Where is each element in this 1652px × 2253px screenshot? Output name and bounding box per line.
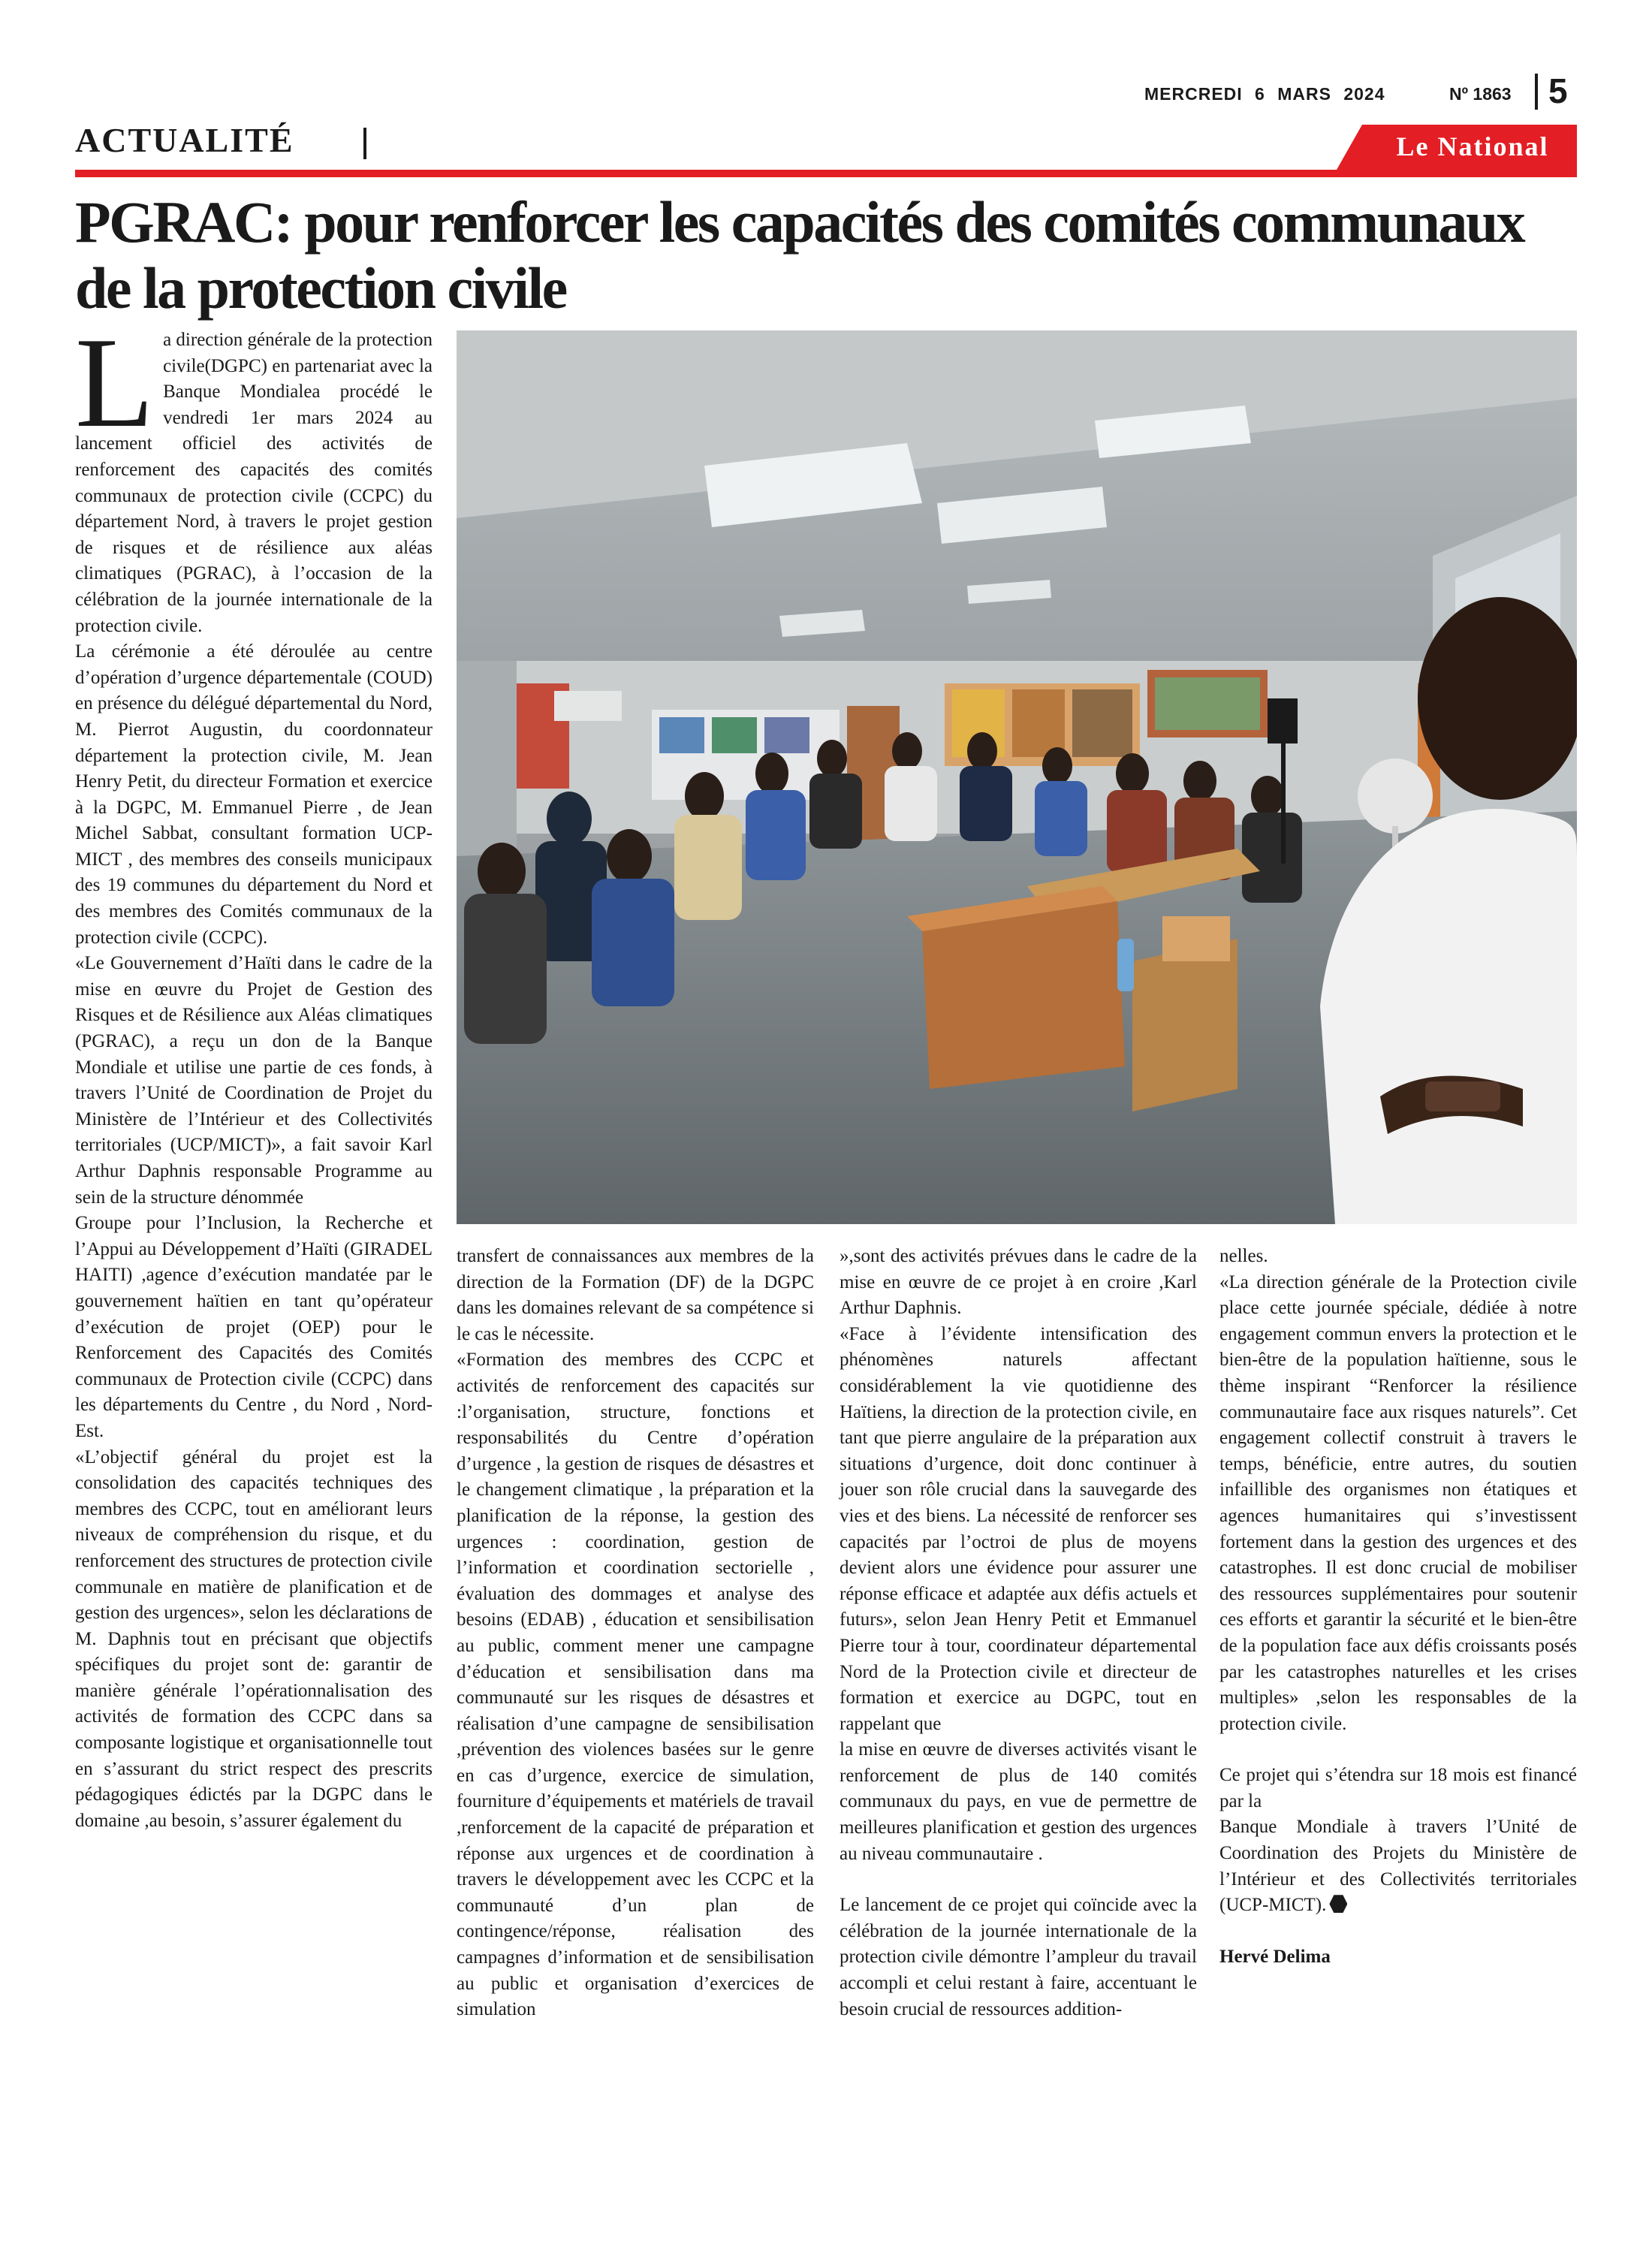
section-label: ACTUALITÉ <box>75 121 294 159</box>
article-paragraph: Banque Mondiale à travers l’Unité de Coordination des Projets du Ministère de l’Intérieur et des Collectivités territoriales (UCP-MICT). <box>1219 1817 1577 1916</box>
article-paragraph: Le lancement de ce projet qui coïncide avec la célébration de la journée internationale de la protection civile démontre l’ampleur du travail accompli et celui restant à faire, accentuant le besoin crucial de ressources addition- <box>840 1895 1197 2019</box>
article-paragraph: «Le Gouvernement d’Haïti dans le cadre de la mise en œuvre du Projet de Gestion des Risques et de Résilience aux Aléas climatiques (PGRAC), a reçu un don de la Banque Mondiale et utilise une partie de ces fonds, à travers l’Unité de Coordination de Projet du Ministère de l’Intérieur et des Collectivités territoriales (UCP/MICT)», a fait savoir Karl Arthur Daphnis responsable Programme au sein de la structure dénommée <box>75 953 433 1208</box>
section-divider <box>363 128 366 159</box>
author-byline: Hervé Delima <box>1219 1946 1331 1967</box>
article-headline: PGRAC: pour renforcer les capacités des comités communaux de la protection civile <box>75 189 1524 321</box>
masthead-divider <box>1535 74 1538 110</box>
article-column-2 <box>457 1244 814 2023</box>
article-paragraph: transfert de connaissances aux membres de la direction de la Formation (DF) de la DGPC dans les domaines relevant de sa compétence si le cas le nécessite. <box>457 1246 814 1344</box>
article-paragraph: »,sont des activités prévues dans le cadre de la mise en œuvre de ce projet à en croire ,Karl Arthur Daphnis. <box>840 1246 1197 1319</box>
article-paragraph: nelles. <box>1219 1246 1268 1266</box>
header-rule <box>75 170 1577 177</box>
article-paragraph: la mise en œuvre de diverses activités visant le renforcement de plus de 140 comités communaux du pays, en vue de permettre de meilleures planification et gestion des urgences au niveau communautaire . <box>840 1739 1197 1864</box>
issue-number: Nº 1863 <box>1449 84 1512 104</box>
paragraph-gap <box>1219 1737 1577 1763</box>
article-paragraph: «Face à l’évidente intensification des phénomènes naturels affectant considérablement la vie quotidienne des Haïtiens, la direction de la protection civile, en tant que pierre angulaire de la préparation aux situations d’urgence, doit donc continuer à jouer son rôle crucial dans la sauvegarde des vies et des biens. La nécessité de renforcer ses capacités par l’octroi de plus de moyens devient alors une évidence pour assurer une réponse efficace et adaptée aux défis actuels et futurs», selon Jean Henry Petit et Emmanuel Pierre tour à tour, coordinateur départemental Nord de la Protection civile et directeur de formation et exercice au DGPC, tout en rappelant que <box>840 1323 1197 1734</box>
article-paragraph: «L’objectif général du projet est la consolidation des capacités techniques des membres des CCPC, tout en améliorant leurs niveaux de compréhension du risque, et du renforcement des structures de protection civile communale en matière de planification et de gestion des urgences», selon les déclarations de M. Daphnis tout en précisant que objectifs spécifiques du projet sont de: garantir de manière générale l’opérationnalisation des activités de formation des CCPC dans sa composante logistique et organisationnelle tout en s’assurant du strict respect des prescrits pédagogiques édictés par la DGPC dans le domaine ,au besoin, s’assurer également du <box>75 1446 433 1831</box>
lead-paragraph: La direction générale de la protection civile(DGPC) en partenariat avec la Banque Mondialea procédé le vendredi 1er mars 2024 au lancement officiel des activités de renforcement des capacités des comités communaux de protection civile (CCPC) du département Nord, à travers le projet gestion de risques et de résilience aux aléas climatiques (PGRAC), à l’occasion de la célébration de la journée internationale de la protection civile. <box>75 312 433 636</box>
meeting-room-photo <box>457 330 1577 1224</box>
article-paragraph: «La direction générale de la Protection civile place cette journée spéciale, dédiée à notre engagement commun envers la protection et le bien-être de la population haïtienne, sous le thème inspirant “Renforcer la résilience communautaire face aux risques naturels”. Cet engagement collectif construit à travers le temps, bénéficie, entre autres, du soutien infaillible des organismes non étatiques et agences humanitaires qui s’investissent fortement dans la gestion des urgences et des catastrophes. Il est donc crucial de mobiliser des ressources supplémentaires pour soutenir ces efforts et garantir la sécurité et le bien-être de la population face aux défis croissants posés par les catastrophes naturelles et les crises multiples» ,selon les responsables de la protection civile. <box>1219 1271 1577 1734</box>
issue-date: MERCREDI 6 MARS 2024 <box>1144 84 1385 104</box>
article-paragraph: Groupe pour l’Inclusion, la Recherche et l’Appui au Développement d’Haïti (GIRADEL HAITI) ,agence d’exécution mandatée par le gouvernement haïtien en tant qu’opérateur d’exécution de projet (OEP) pour le Renforcement des Capacités des Comités communaux de Protection civile (CCPC) dans les départements du Centre , du Nord , Nord-Est. <box>75 1213 433 1441</box>
article-paragraph: «Formation des membres des CCPC et activités de renforcement des capacités sur :l’organisation, structure, fonctions et responsabilités du Centre d’opération d’urgence , la gestion de risques de désastres et le changement climatique , la préparation et la planification de la réponse, la gestion des urgences : coordination, gestion de l’information et coordination sectorielle , évaluation des dommages et analyse des besoins (EDAB) , éducation et sensibilisation au public, comment mener une campagne d’éducation et sensibilisation dans ma communauté sur les risques de désastres et réalisation d’une campagne de sensibilisation ,prévention des violences basées sur le genre en cas d’urgence, exercice de simulation, fourniture d’équipements et matériels de travail ,renforcement de la capacité de préparation et réponse aux urgences et de coordination à travers le développement avec les CCPC et la communauté d’un plan de contingence/réponse, réalisation des campagnes d’information et de sensibilisation au public et organisation d’exercices de simulation <box>457 1350 814 2020</box>
article-column-3 <box>840 1244 1197 2022</box>
drop-cap: L <box>75 312 155 454</box>
page-number: 5 <box>1548 71 1568 110</box>
article-paragraph: La cérémonie a été déroulée au centre d’opération d’urgence départementale (COUD) en présence du délégué départemental du Nord, M. Pierrot Augustin, du coordonnateur département la protection civile, M. Jean Henry Petit, du directeur Formation et exercice à la DGPC, M. Emmanuel Pierre , de Jean Michel Sabbat, consultant formation UCP-MICT , des membres des conseils municipaux des 19 communes du département du Nord et des membres des Comités communaux de la protection civile (CCPC). <box>75 641 433 948</box>
newspaper-name: Le National <box>1396 131 1549 161</box>
paragraph-gap <box>840 1867 1197 1893</box>
end-of-article-icon <box>1329 1895 1347 1913</box>
article-column-1 <box>75 312 433 1834</box>
article-column-4 <box>1219 1244 1577 1970</box>
article-paragraph: Ce projet qui s’étendra sur 18 mois est financé par la <box>1219 1765 1577 1811</box>
